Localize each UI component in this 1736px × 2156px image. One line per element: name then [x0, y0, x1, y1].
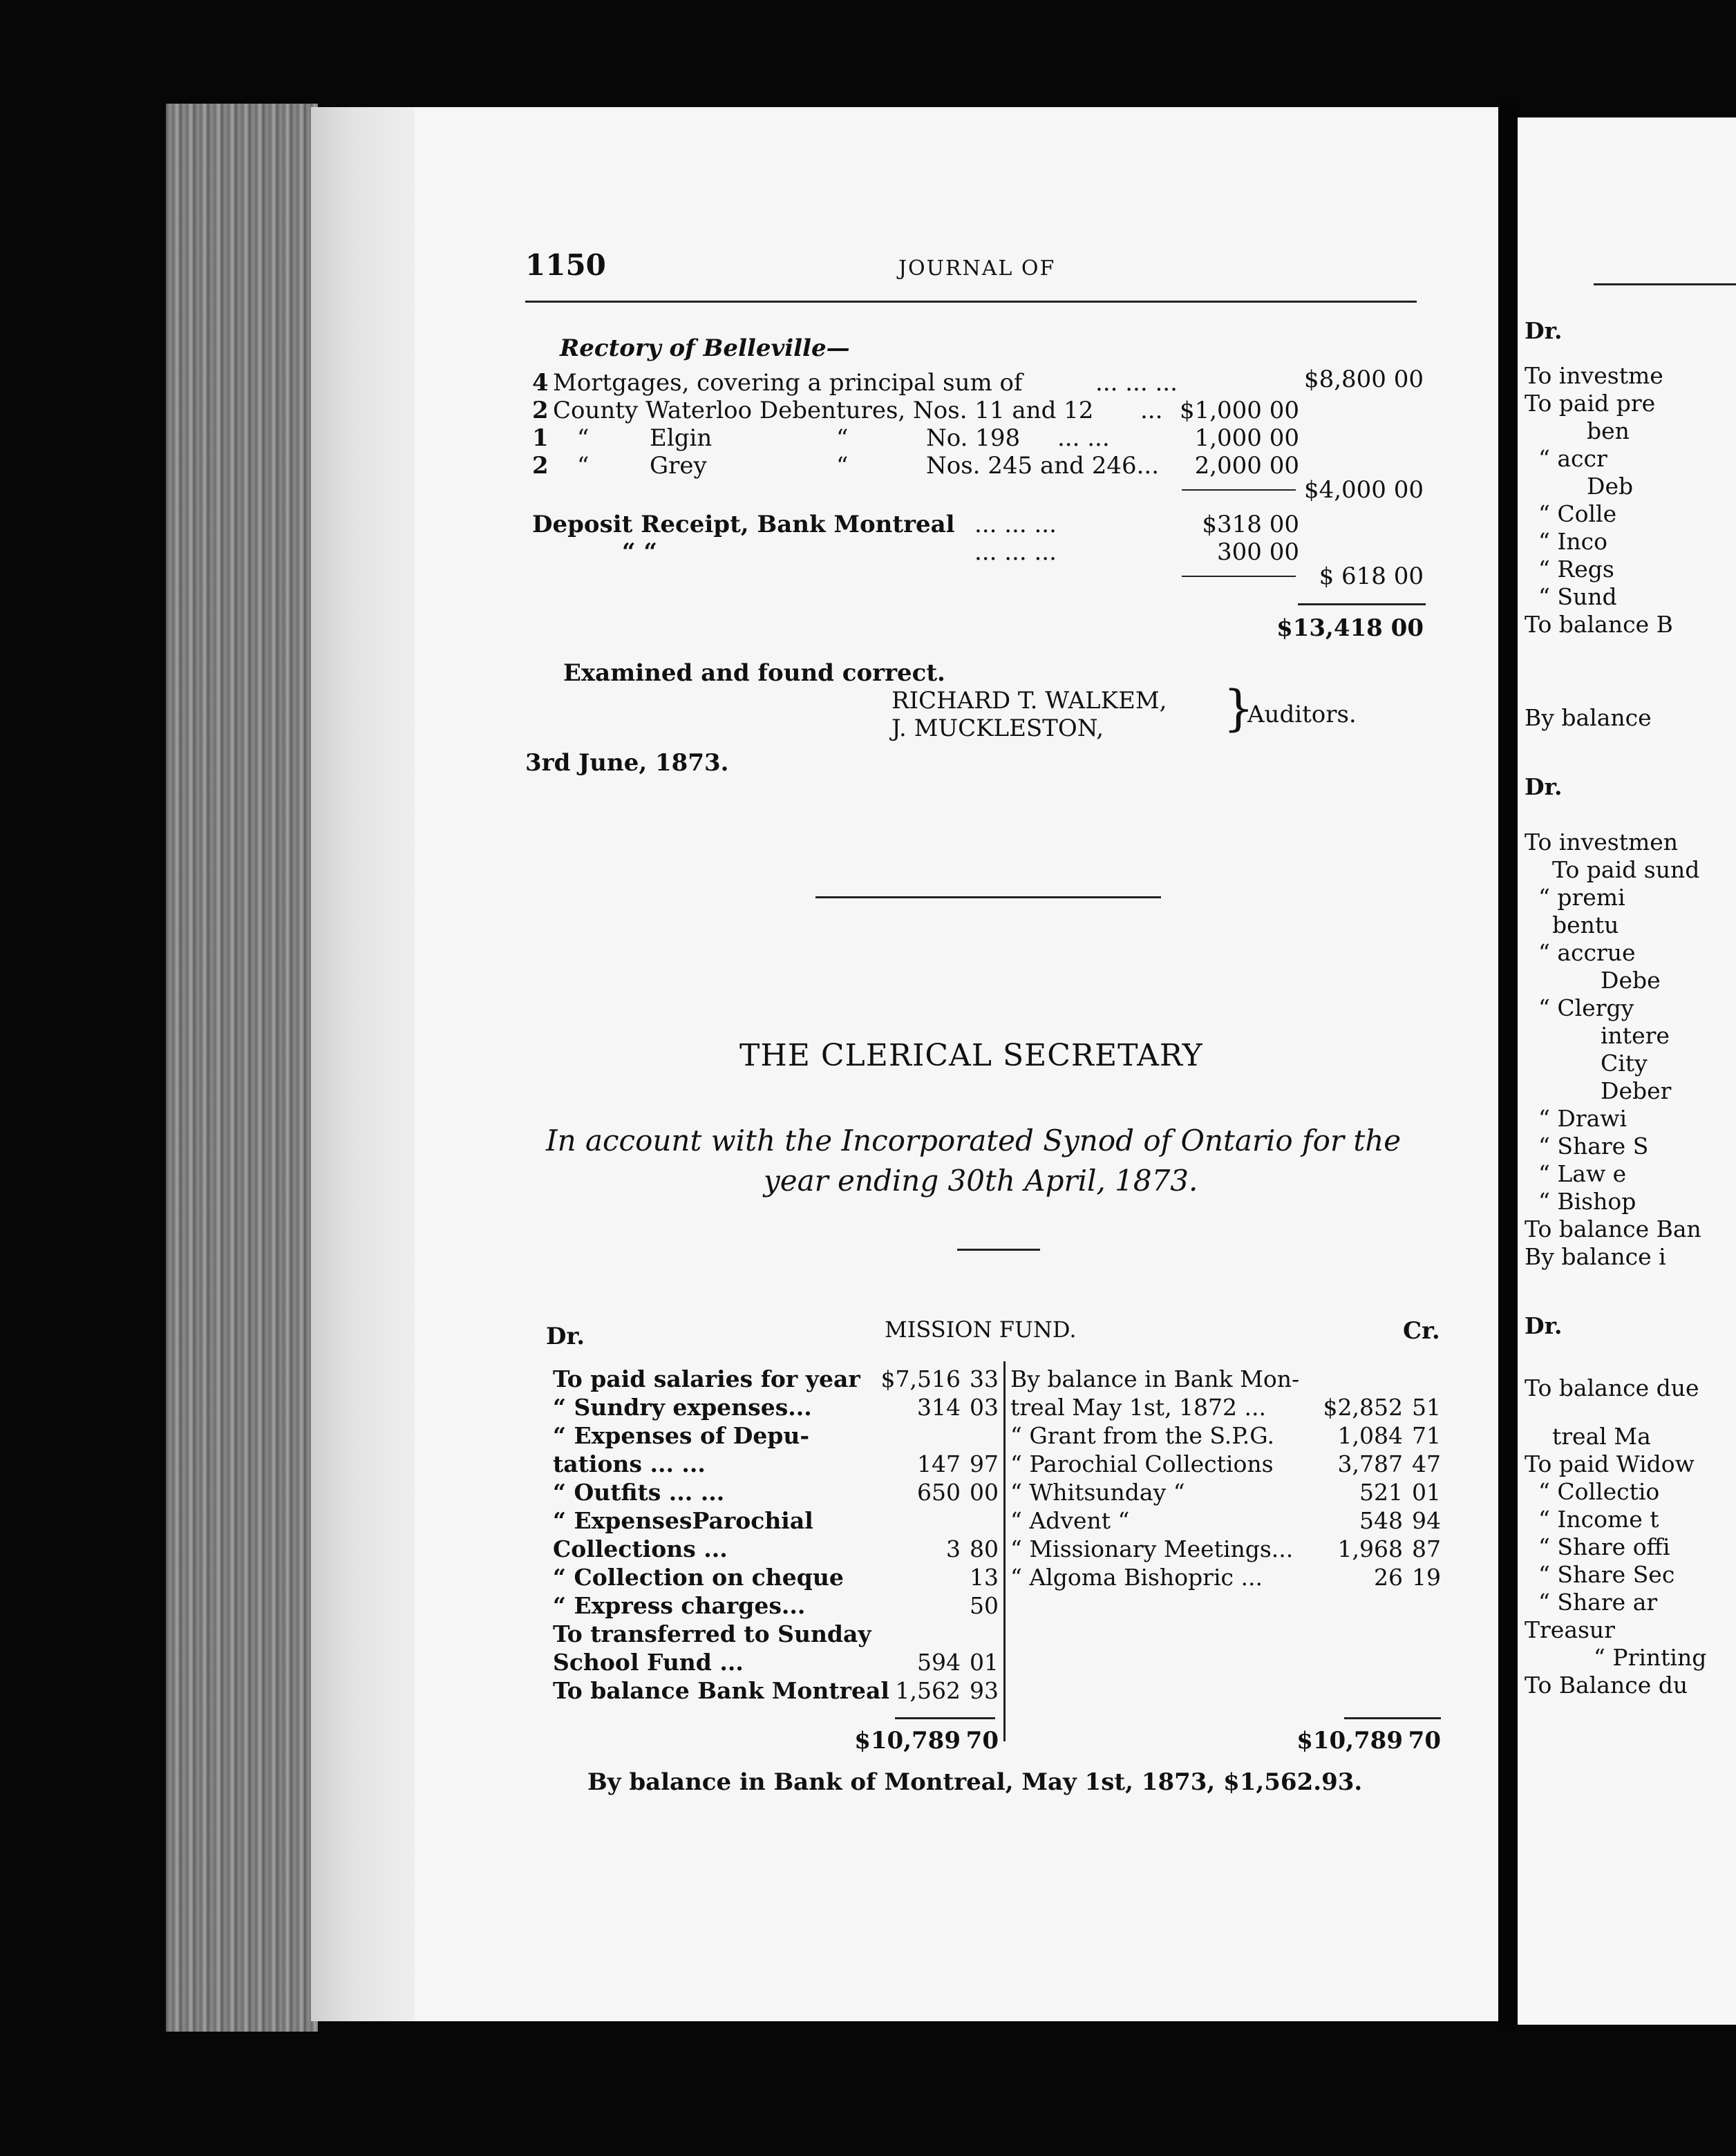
debenture-name-2: Elgin — [650, 424, 713, 452]
right-page-text: “ Sund — [1538, 583, 1617, 610]
credit-line: “ Advent “ — [1010, 1507, 1130, 1534]
auditors-brace: } — [1223, 680, 1254, 737]
right-page-text: To investme — [1525, 362, 1663, 389]
debenture-leaders-2: ... ... — [1057, 424, 1110, 452]
right-page-text: “ Printing — [1594, 1644, 1707, 1671]
deposit-leaders-2: ... ... ... — [974, 538, 1057, 566]
debit-cents: 01 — [970, 1649, 999, 1676]
credit-line: “ Missionary Meetings... — [1010, 1535, 1294, 1562]
section-divider — [815, 896, 1161, 898]
right-page-text: “ Share Sec — [1538, 1561, 1675, 1588]
debit-amount: 3 — [946, 1535, 961, 1562]
debit-amount: 314 — [917, 1394, 961, 1421]
right-page-text: intere — [1601, 1022, 1670, 1049]
debit-line: “ Expenses of Depu- — [553, 1422, 810, 1449]
right-page-text: “ Regs — [1538, 556, 1614, 583]
right-page-text: “ Share ar — [1538, 1589, 1658, 1616]
credit-cents: 87 — [1412, 1535, 1441, 1562]
debit-line: “ Outfits ... ... — [553, 1479, 725, 1506]
debit-total-cents: 70 — [965, 1727, 999, 1755]
right-page-text: “ accrue — [1538, 939, 1636, 966]
right-page-text: “ Clergy — [1538, 994, 1634, 1021]
debit-cents: 03 — [970, 1394, 999, 1421]
right-page-text: By balance i — [1525, 1243, 1666, 1270]
credit-amount: 26 — [1374, 1564, 1403, 1591]
debit-cents: 93 — [970, 1677, 999, 1704]
debenture-nos-2: No. 198 — [926, 424, 1021, 452]
debit-line: To balance Bank Montreal — [553, 1677, 889, 1704]
section-subtitle-line2: year ending 30th April, 1873. — [764, 1164, 1198, 1198]
right-page-text: “ premi — [1538, 884, 1625, 911]
page-edge-shadow — [311, 107, 422, 2021]
right-page-text: bentu — [1552, 911, 1619, 938]
debit-line: “ Express charges... — [553, 1592, 806, 1619]
credit-amount: $2,852 — [1323, 1394, 1403, 1421]
auditor-1: RICHARD T. WALKEM, — [891, 687, 1167, 715]
credit-cents: 71 — [1412, 1422, 1441, 1449]
rectory-heading: Rectory of Belleville— — [560, 334, 850, 362]
ledger-center-rule — [1003, 1361, 1006, 1741]
debit-cents: 33 — [970, 1365, 999, 1392]
credit-total-cents: 70 — [1408, 1727, 1441, 1755]
credit-amount: 1,084 — [1337, 1422, 1403, 1449]
credit-amount: 548 — [1359, 1507, 1403, 1534]
right-page-text: To investmen — [1525, 829, 1679, 855]
right-page-text: To balance due — [1525, 1374, 1699, 1401]
right-page-text: “ Share offi — [1538, 1533, 1670, 1560]
credit-line: “ Whitsunday “ — [1010, 1479, 1185, 1506]
right-page-text: “ accr — [1538, 445, 1607, 472]
debit-amount: 650 — [917, 1479, 961, 1506]
debit-line: Collections ... — [553, 1535, 728, 1562]
debenture-amount-3: 2,000 00 — [1194, 452, 1299, 480]
debenture-name-3: Grey — [650, 452, 707, 480]
deposit-amount-2: 300 00 — [1217, 538, 1299, 566]
debenture-qty-3: 2 — [532, 452, 549, 480]
grand-total: $13,418 00 — [1276, 614, 1424, 642]
credit-line: By balance in Bank Mon- — [1010, 1365, 1300, 1392]
debit-line: “ Collection on cheque — [553, 1564, 844, 1591]
debenture-ditto2-3: “ — [836, 452, 849, 480]
certification-date: 3rd June, 1873. — [525, 749, 729, 777]
right-page-text: To paid Widow — [1525, 1450, 1695, 1477]
ledger-title: MISSION FUND. — [885, 1316, 1077, 1343]
auditors-role: Auditors. — [1247, 701, 1357, 728]
right-page-text: To balance Ban — [1525, 1216, 1701, 1242]
debit-cents: 13 — [970, 1564, 999, 1591]
debit-line: tations ... ... — [553, 1450, 706, 1477]
credit-amount: 521 — [1359, 1479, 1403, 1506]
right-page-text: “ Income t — [1538, 1506, 1659, 1533]
right-page-text: “ Colle — [1538, 500, 1617, 527]
debenture-amount-2: 1,000 00 — [1194, 424, 1299, 452]
right-page-text: To Balance du — [1525, 1672, 1688, 1699]
right-page-text: “ Collectio — [1538, 1478, 1660, 1505]
page-number: 1150 — [525, 248, 606, 282]
debit-amount: 147 — [917, 1450, 961, 1477]
right-page-text: treal Ma — [1552, 1423, 1651, 1450]
debenture-qty-2: 1 — [532, 424, 549, 452]
ledger-cr-label: Cr. — [1403, 1317, 1440, 1345]
credit-cents: 19 — [1412, 1564, 1441, 1591]
right-page-text: To paid sund — [1552, 856, 1700, 883]
deposits-total: $ 618 00 — [1319, 562, 1424, 590]
right-page-text: By balance — [1525, 704, 1652, 731]
debenture-ditto-3: “ — [577, 452, 589, 480]
right-page-partial — [1518, 117, 1736, 2025]
debit-cents: 50 — [970, 1592, 999, 1619]
section-title: THE CLERICAL SECRETARY — [739, 1038, 1203, 1073]
deposit-leaders-1: ... ... ... — [974, 511, 1057, 538]
section-subtitle-line1: In account with the Incorporated Synod of Ontario for the — [546, 1124, 1402, 1157]
debit-line: School Fund ... — [553, 1649, 744, 1676]
credit-total: $10,789 — [1296, 1727, 1403, 1755]
right-page-text: “ Inco — [1538, 528, 1607, 555]
mortgage-total: $8,800 00 — [1303, 366, 1424, 393]
debit-total-rule — [895, 1717, 995, 1719]
deposit-label-2: “ “ — [622, 538, 657, 566]
mortgage-label: Mortgages, covering a principal sum of — [553, 369, 1023, 397]
credit-cents: 51 — [1412, 1394, 1441, 1421]
right-page-text: Treasur — [1525, 1616, 1615, 1643]
debit-line: “ ExpensesParochial — [553, 1507, 813, 1534]
right-page-text: Deb — [1587, 473, 1634, 500]
right-page-text: To paid pre — [1525, 390, 1656, 417]
auditor-2: J. MUCKLESTON, — [891, 715, 1104, 742]
right-page-text: To balance B — [1525, 611, 1673, 638]
debentures-total: $4,000 00 — [1303, 476, 1424, 504]
credit-amount: 3,787 — [1337, 1450, 1403, 1477]
right-page-text: “ Drawi — [1538, 1105, 1628, 1132]
credit-amount: 1,968 — [1337, 1535, 1403, 1562]
debit-line: To paid salaries for year — [553, 1365, 860, 1392]
debit-cents: 80 — [970, 1535, 999, 1562]
mortgage-qty: 4 — [532, 369, 549, 397]
right-page-text: Dr. — [1525, 1312, 1563, 1339]
credit-total-rule — [1344, 1717, 1441, 1719]
debit-line: To transferred to Sunday — [553, 1620, 871, 1647]
credit-line: “ Algoma Bishopric ... — [1010, 1564, 1263, 1591]
debenture-nos-3: Nos. 245 and 246... — [926, 452, 1160, 480]
right-page-text: City — [1601, 1050, 1648, 1077]
debit-cents: 97 — [970, 1450, 999, 1477]
debenture-ditto-2: “ — [577, 424, 589, 452]
credit-line: “ Grant from the S.P.G. — [1010, 1422, 1274, 1449]
debit-amount: 1,562 — [895, 1677, 961, 1704]
credit-line: treal May 1st, 1872 ... — [1010, 1394, 1266, 1421]
mortgage-leaders: ... ... ... — [1095, 369, 1178, 397]
right-page-text: Dr. — [1525, 773, 1563, 800]
right-page-text: Dr. — [1525, 317, 1563, 344]
ledger-footer: By balance in Bank of Montreal, May 1st, 1873, $1,562.93. — [587, 1768, 1363, 1796]
examined-text: Examined and found correct. — [563, 659, 945, 687]
left-page — [415, 107, 1507, 2021]
credit-cents: 47 — [1412, 1450, 1441, 1477]
right-page-text: ben — [1587, 417, 1630, 444]
debenture-label-1: County Waterloo Debentures, Nos. 11 and 12 — [553, 397, 1094, 424]
credit-cents: 94 — [1412, 1507, 1441, 1534]
deposit-label-1: Deposit Receipt, Bank Montreal — [532, 511, 955, 538]
subtitle-rule — [957, 1249, 1040, 1251]
right-page-text: “ Share S — [1538, 1133, 1649, 1160]
book-gutter — [1498, 104, 1519, 2025]
right-page-text: Debe — [1601, 967, 1661, 994]
debenture-amount-1: $1,000 00 — [1179, 397, 1299, 424]
debit-line: “ Sundry expenses... — [553, 1394, 812, 1421]
ledger-dr-label: Dr. — [546, 1323, 585, 1350]
credit-line: “ Parochial Collections — [1010, 1450, 1274, 1477]
debit-amount: 594 — [917, 1649, 961, 1676]
right-page-text: “ Law e — [1538, 1160, 1627, 1187]
debenture-ditto2-2: “ — [836, 424, 849, 452]
deposit-amount-1: $318 00 — [1202, 511, 1299, 538]
right-page-text: Deber — [1601, 1077, 1672, 1104]
debit-cents: 00 — [970, 1479, 999, 1506]
page-edges — [166, 104, 318, 2032]
debit-amount: $7,516 — [880, 1365, 961, 1392]
grand-total-rule — [1298, 603, 1426, 605]
debenture-leaders-1: ... — [1140, 397, 1163, 424]
right-header-rule — [1594, 283, 1736, 285]
running-title: JOURNAL OF — [898, 256, 1056, 281]
header-rule — [525, 301, 1417, 303]
debit-total: $10,789 — [854, 1727, 961, 1755]
debenture-qty-1: 2 — [532, 397, 549, 424]
credit-cents: 01 — [1412, 1479, 1441, 1506]
right-page-text: “ Bishop — [1538, 1188, 1636, 1215]
